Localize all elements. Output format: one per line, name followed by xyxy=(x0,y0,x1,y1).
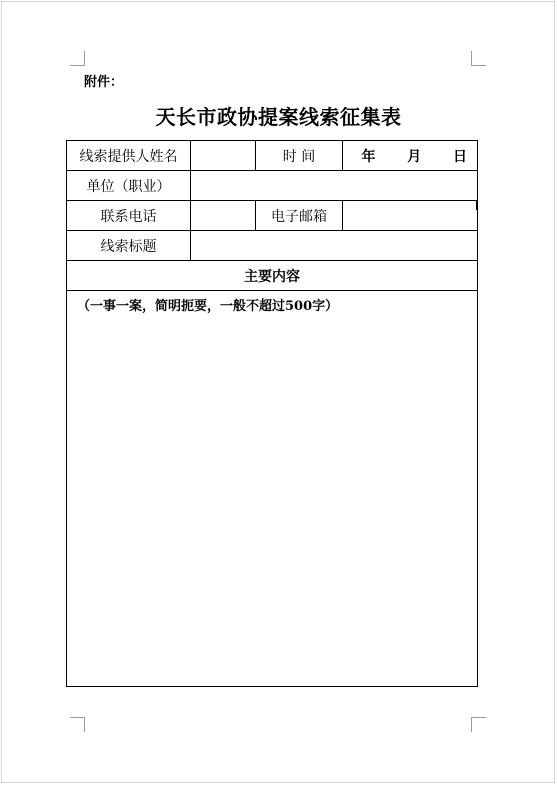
content-hint-text: （一事一案，简明扼要，一般不超过500字） xyxy=(77,299,339,314)
email-field[interactable] xyxy=(343,201,478,231)
unit-label: 单位（职业） xyxy=(67,171,191,201)
table-row xyxy=(67,291,478,687)
date-year-label: 年 xyxy=(361,148,376,165)
clue-title-field[interactable] xyxy=(191,231,478,261)
margin-corner-bottom-left xyxy=(70,717,85,732)
table-row xyxy=(67,171,478,201)
margin-corner-bottom-right xyxy=(471,717,486,732)
table-row xyxy=(67,261,478,291)
clue-form-table xyxy=(66,140,478,687)
provider-name-field[interactable] xyxy=(191,141,256,171)
text-cursor xyxy=(476,200,478,210)
time-label: 时 间 xyxy=(256,141,343,171)
provider-name-label: 线索提供人姓名 xyxy=(67,141,191,171)
date-day-label: 日 xyxy=(453,148,467,165)
date-month-label: 月 xyxy=(407,148,422,165)
attachment-label: 附件： xyxy=(84,75,124,90)
clue-title-label: 线索标题 xyxy=(67,231,191,261)
document-title: 天长市政协提案线索征集表 xyxy=(155,105,402,129)
phone-field[interactable] xyxy=(191,201,256,231)
table-row xyxy=(67,231,478,261)
margin-corner-top-right xyxy=(471,51,486,66)
table-row xyxy=(67,201,478,231)
main-content-field[interactable] xyxy=(67,291,478,687)
margin-corner-top-left xyxy=(70,51,85,66)
unit-field[interactable] xyxy=(191,171,478,201)
email-label: 电子邮箱 xyxy=(256,201,343,231)
date-field[interactable] xyxy=(343,141,478,171)
table-row xyxy=(67,141,478,171)
main-content-header: 主要内容 xyxy=(67,261,478,291)
phone-label: 联系电话 xyxy=(67,201,191,231)
